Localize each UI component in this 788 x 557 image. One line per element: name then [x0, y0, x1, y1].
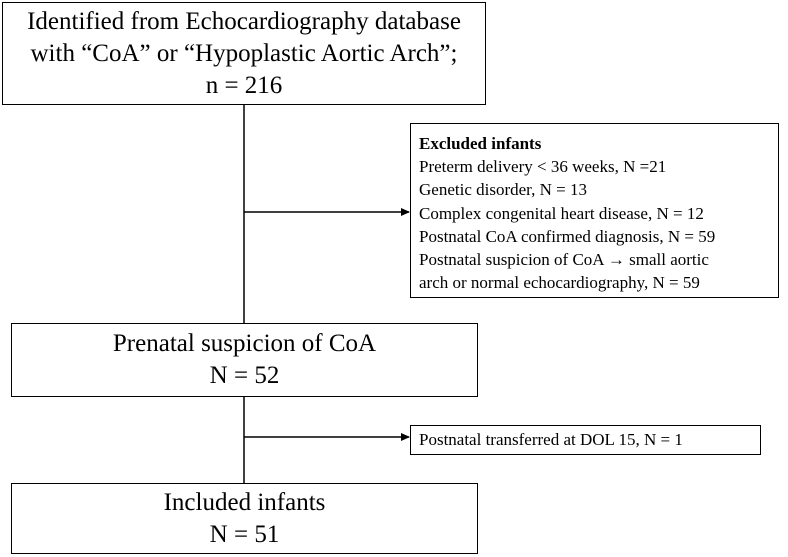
- included-box: [11, 483, 478, 554]
- excluded-item: arch or normal echocardiography, N = 59: [419, 273, 700, 293]
- identified-box: [2, 2, 486, 105]
- transferred-text: Postnatal transferred at DOL 15, N = 1: [419, 430, 683, 449]
- identified-line-1: Identified from Echocardiography database: [27, 7, 461, 35]
- excluded-item: Preterm delivery < 36 weeks, N =21: [419, 157, 667, 177]
- included-label: Included infants: [163, 488, 326, 516]
- excluded-item: Postnatal CoA confirmed diagnosis, N = 59: [419, 226, 716, 246]
- identified-line-2: with “CoA” or “Hypoplastic Aortic Arch”;: [30, 39, 458, 67]
- prenatal-label: Prenatal suspicion of CoA: [112, 330, 377, 357]
- excluded-item: Complex congenital heart disease, N = 12: [419, 203, 704, 223]
- transferred-box: [410, 425, 761, 455]
- prenatal-count: N = 52: [209, 362, 280, 389]
- excluded-box: [410, 123, 779, 298]
- excluded-item: Postnatal suspicion of CoA → small aortic: [419, 250, 709, 270]
- excluded-item: Genetic disorder, N = 13: [419, 180, 587, 200]
- identified-count: n = 216: [205, 71, 283, 99]
- prenatal-box: [11, 323, 478, 397]
- included-count: N = 51: [209, 520, 280, 548]
- excluded-title: Excluded infants: [419, 134, 542, 153]
